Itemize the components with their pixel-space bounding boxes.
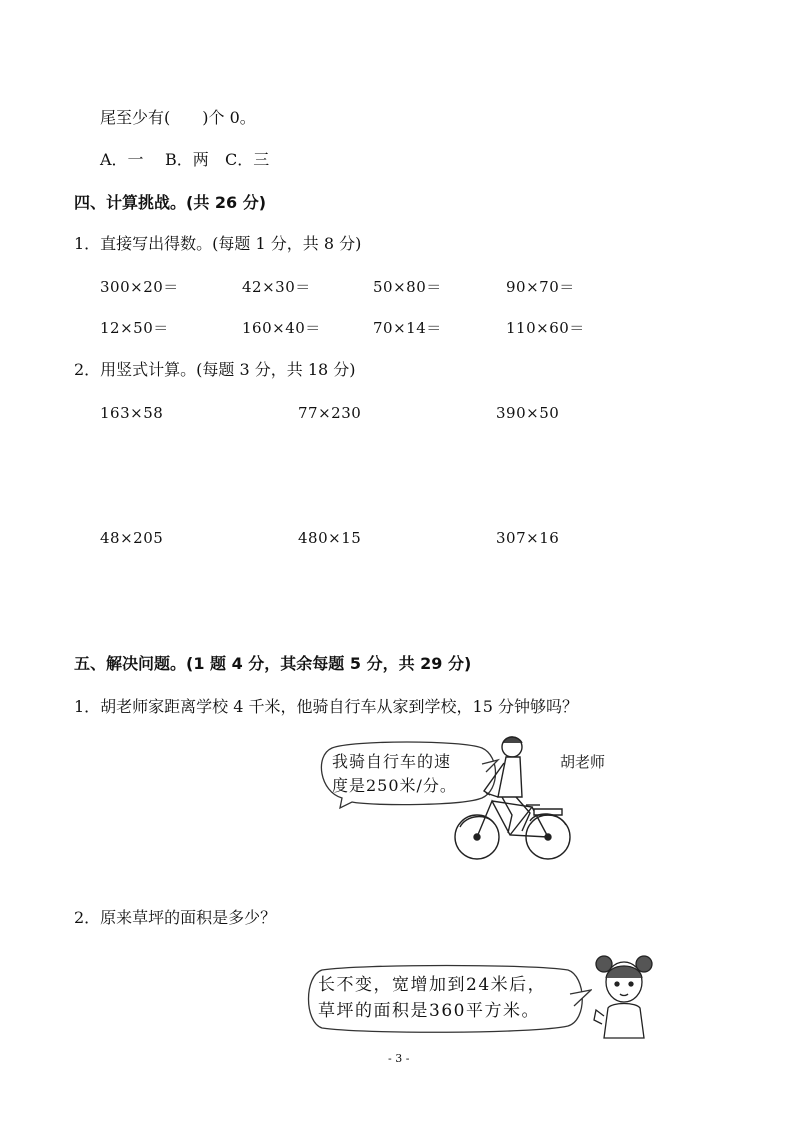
mental-math-item: 42×30＝ — [242, 278, 311, 296]
section4-q1-prompt: 1．直接写出得数。(每题 1 分，共 8 分) — [74, 234, 362, 253]
bubble1-line1: 我骑自行车的速 — [332, 752, 452, 771]
vertical-calc-item: 77×230 — [298, 404, 362, 422]
mental-math-item: 160×40＝ — [242, 319, 321, 337]
mental-math-item: 90×70＝ — [506, 278, 575, 296]
section5-q2-prompt: 2．原来草坪的面积是多少？ — [74, 908, 277, 927]
vertical-calc-item: 163×58 — [100, 404, 164, 422]
option-a: A．一 — [100, 150, 144, 169]
mental-math-item: 50×80＝ — [373, 278, 442, 296]
mental-math-item: 110×60＝ — [506, 319, 585, 337]
mental-math-item: 300×20＝ — [100, 278, 179, 296]
girl-illustration — [590, 950, 660, 1040]
section4-q2-prompt: 2．用竖式计算。(每题 3 分，共 18 分) — [74, 360, 356, 379]
vertical-calc-item: 390×50 — [496, 404, 560, 422]
vertical-calc-item: 307×16 — [496, 529, 560, 547]
option-b: B．两 — [165, 150, 209, 169]
bubble2-line1: 长不变，宽增加到24米后， — [318, 975, 547, 995]
mental-math-item: 12×50＝ — [100, 319, 169, 337]
vertical-calc-item: 48×205 — [100, 529, 164, 547]
cyclist-illustration — [450, 735, 575, 865]
section5-title: 五、解决问题。(1 题 4 分，其余每题 5 分，共 29 分) — [74, 654, 472, 673]
mental-math-item: 70×14＝ — [373, 319, 442, 337]
section4-title: 四、计算挑战。(共 26 分) — [74, 193, 267, 212]
prev-question-line: 尾至少有( )个 0。 — [100, 108, 256, 127]
page-number: - 3 - — [388, 1052, 410, 1065]
option-c: C．三 — [225, 150, 270, 169]
bubble2-line2: 草坪的面积是360平方米。 — [318, 1001, 540, 1021]
bubble1-line2: 度是250米/分。 — [332, 776, 457, 795]
section5-q1-prompt: 1．胡老师家距离学校 4 千米，他骑自行车从家到学校，15 分钟够吗？ — [74, 697, 578, 716]
vertical-calc-item: 480×15 — [298, 529, 362, 547]
teacher-label: 胡老师 — [560, 753, 606, 771]
